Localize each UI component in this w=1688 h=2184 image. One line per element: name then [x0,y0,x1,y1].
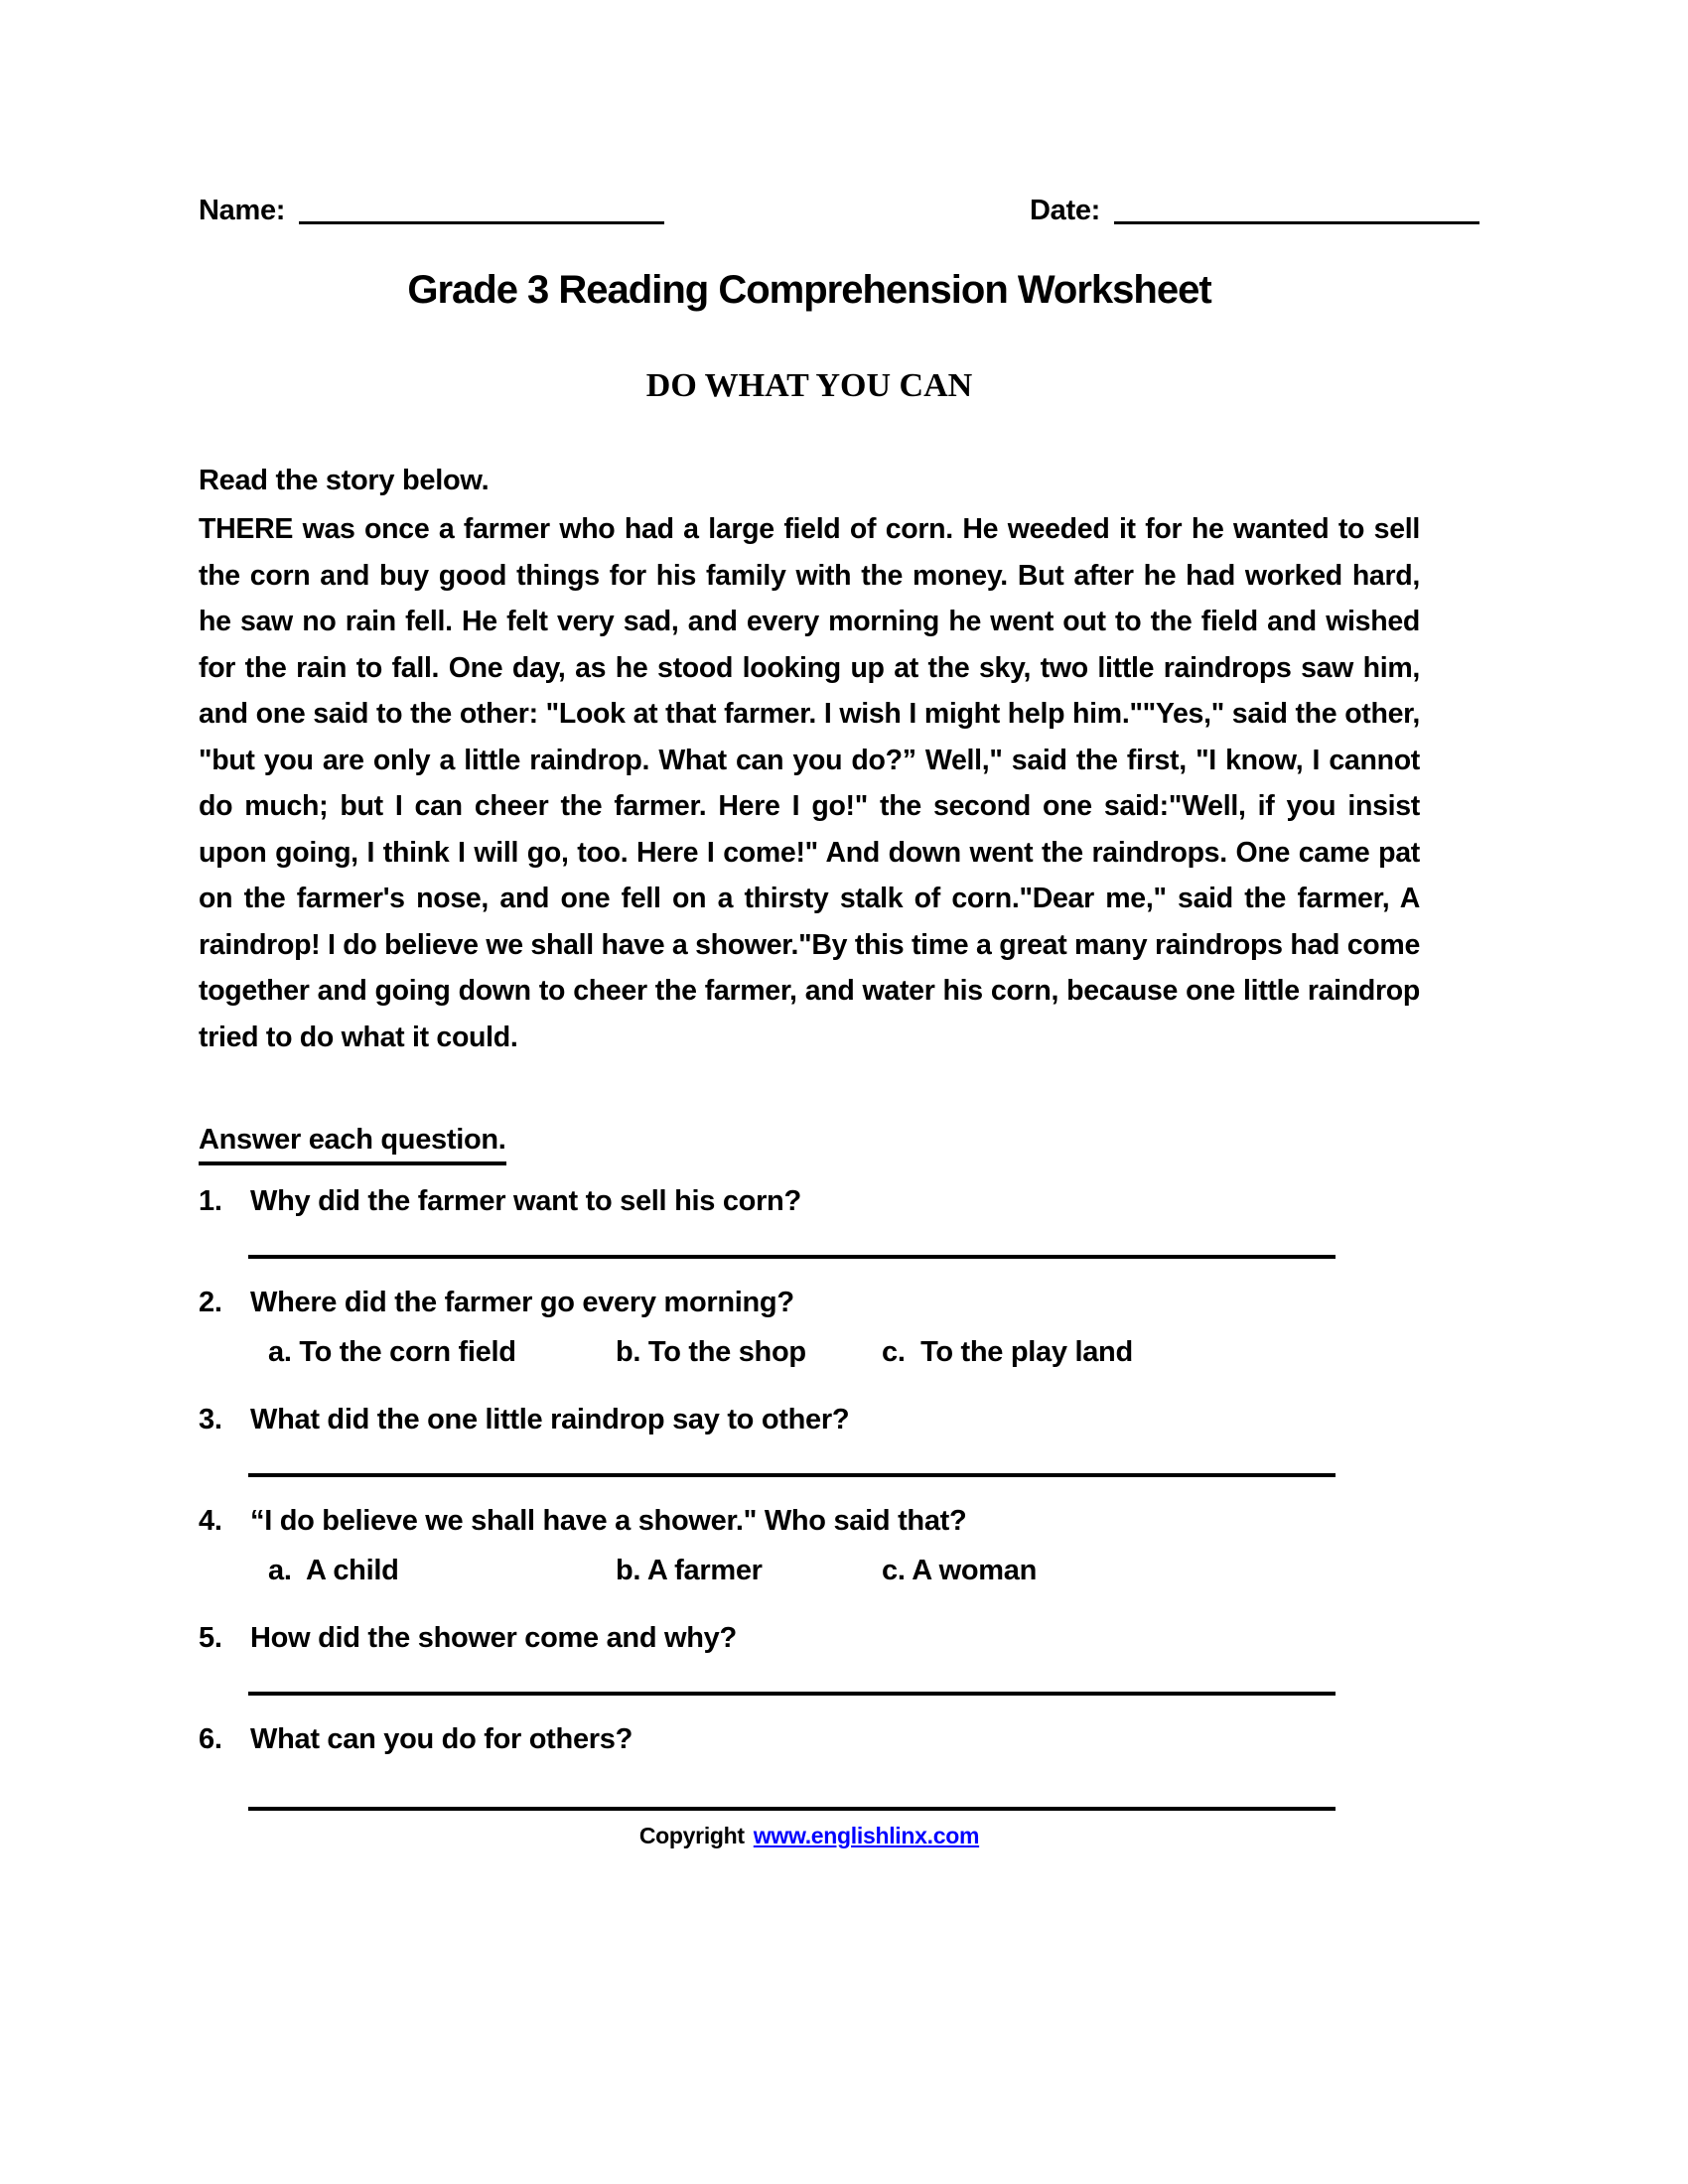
question-2-number: 2. [199,1287,222,1318]
question-5-text: How did the shower come and why? [250,1622,737,1654]
name-blank-line [299,221,664,224]
question-1-text: Why did the farmer want to sell his corn? [250,1185,801,1217]
question-2-option-b: b. To the shop [616,1336,806,1368]
date-blank-line [1114,221,1479,224]
header-row [199,191,1479,230]
page-title: Grade 3 Reading Comprehension Worksheet [407,268,1211,312]
story-text: THERE was once a farmer who had a large field of corn. He weeded it for he wanted to sell the corn and buy good things for his family with the money. But after he had worked hard, he saw no rain fell. He felt very sad, and every morning he went out to the field and wished for the rain to fall. One day, as he stood looking up at the sky, two little raindrops saw him, and one said to the other: "Look at that farmer. I wish I might help him.""Yes," said the other, "but you are only a little raindrop. What can you do?” Well," said the first, "I know, I cannot do much; but I can cheer the farmer. Here I go!" the second one said:"Well, if you insist upon going, I think I will go, too. Here I come!" And down went the raindrops. One came pat on the farmer's nose, and one fell on a thirsty stalk of corn."Dear me," said the farmer, A raindrop! I do believe we shall have a shower."By this time a great many raindrops had come together and going down to cheer the farmer, and water his corn, because one little raindrop tried to do what it could. [199,513,1420,1053]
date-label: Date: [1029,195,1100,226]
question-6 [199,1719,1420,1759]
story-title: DO WHAT YOU CAN [645,367,973,404]
read-instruction: Read the story below. [199,465,490,496]
question-3 [199,1400,1420,1439]
question-3-answer-blank [248,1473,1336,1477]
question-6-number: 6. [199,1723,222,1755]
name-label: Name: [199,195,286,226]
date-field [1030,191,1479,230]
question-2-text: Where did the farmer go every morning? [250,1287,794,1318]
question-5-answer-blank [248,1692,1336,1696]
question-4-text: “I do believe we shall have a shower." Who said that? [250,1505,967,1537]
question-1-answer-blank [248,1255,1336,1259]
question-2-options [268,1332,1420,1372]
question-5 [199,1618,1420,1658]
question-4-number: 4. [199,1505,222,1537]
question-2 [199,1283,1420,1322]
question-4 [199,1501,1420,1541]
question-4-option-c: c. A woman [882,1555,1037,1586]
question-2-option-c: c. To the play land [882,1336,1133,1368]
question-4-option-b: b. A farmer [616,1555,763,1586]
question-6-text: What can you do for others? [250,1723,633,1755]
answer-instruction: Answer each question. [199,1122,506,1165]
question-3-text: What did the one little raindrop say to other? [250,1404,850,1435]
question-2-option-a: a. To the corn field [268,1336,516,1368]
question-3-number: 3. [199,1404,222,1435]
footer [199,1821,1420,1850]
question-4-options [268,1551,1420,1590]
question-6-answer-blank [248,1807,1336,1811]
copyright-link[interactable]: www.englishlinx.com [753,1823,980,1848]
copyright-label: Copyright [638,1823,745,1848]
question-5-number: 5. [199,1622,222,1654]
answer-instruction-wrap [199,1122,1420,1165]
question-1-number: 1. [199,1185,222,1217]
question-4-option-a: a. A child [268,1555,399,1586]
name-field [199,191,664,230]
question-1 [199,1181,1420,1221]
